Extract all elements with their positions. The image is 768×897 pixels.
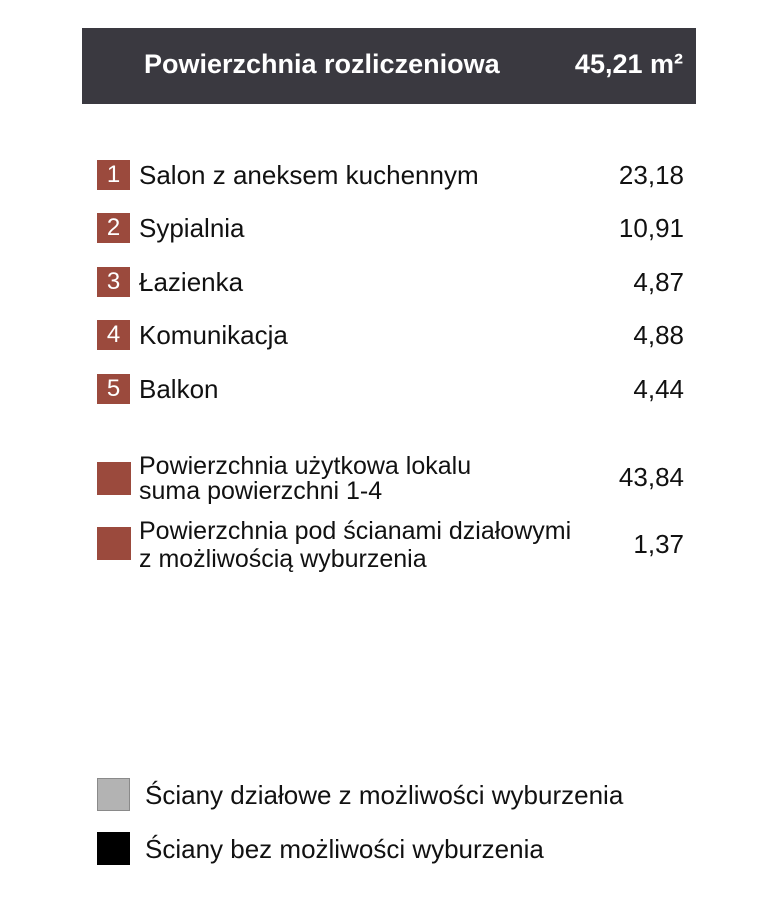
room-row-5 [97, 372, 684, 406]
area-header [82, 28, 696, 104]
room-number-badge: 4 [97, 320, 130, 350]
room-area: 4,44 [633, 374, 684, 404]
room-number-badge: 5 [97, 374, 130, 404]
room-area: 4,88 [633, 320, 684, 350]
legend-label: Ściany bez możliwości wyburzenia [145, 834, 544, 864]
partition-area-sublabel: z możliwością wyburzenia [139, 545, 427, 573]
legend-swatch-black [97, 832, 130, 865]
usable-area-row [97, 453, 684, 507]
room-area: 4,87 [633, 267, 684, 297]
usable-area-sublabel: suma powierzchni 1-4 [139, 477, 383, 505]
partition-area-label: Powierzchnia pod ścianami działowymi [139, 517, 572, 545]
room-number-badge: 2 [97, 213, 130, 243]
room-label: Salon z aneksem kuchennym [139, 160, 479, 190]
usable-area-swatch [97, 462, 131, 495]
legend-swatch-gray [97, 778, 130, 811]
room-label: Łazienka [139, 267, 244, 297]
partition-area-value: 1,37 [633, 529, 684, 559]
legend-item-structural-walls [97, 832, 697, 868]
room-area: 23,18 [618, 160, 684, 190]
room-label: Komunikacja [139, 320, 288, 350]
room-number-badge: 3 [97, 267, 130, 297]
partition-area-swatch [97, 527, 131, 560]
usable-area-label: Powierzchnia użytkowa lokalu [139, 452, 472, 480]
room-row-2 [97, 211, 684, 245]
room-row-4 [97, 318, 684, 352]
header-title: Powierzchnia rozliczeniowa [144, 49, 500, 79]
room-label: Sypialnia [139, 213, 245, 243]
room-area: 10,91 [618, 213, 684, 243]
header-total-area: 45,21 m² [574, 49, 683, 79]
legend-label: Ściany działowe z możliwości wyburzenia [145, 780, 624, 810]
room-row-3 [97, 265, 684, 299]
partition-area-row [97, 518, 684, 572]
legend-item-partition-walls [97, 778, 697, 814]
room-row-1 [97, 158, 684, 192]
room-number-badge: 1 [97, 160, 130, 190]
room-label: Balkon [139, 374, 219, 404]
usable-area-value: 43,84 [618, 462, 684, 492]
